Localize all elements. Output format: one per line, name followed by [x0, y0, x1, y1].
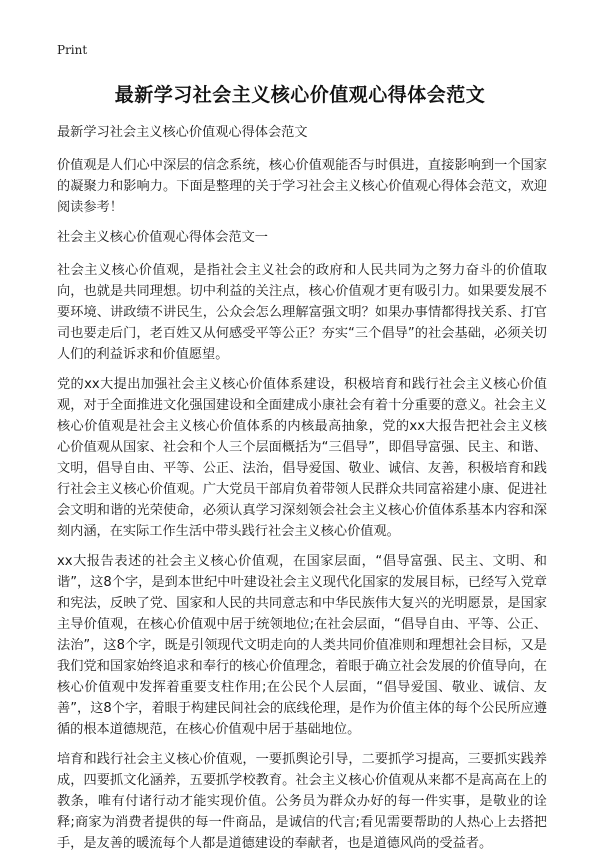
- body-paragraph: 社会主义核心价值观，是指社会主义社会的政府和人民共同为之努力奋斗的价值取向，也就是共同理想。切中利益的关注点，核心价值观才更有吸引力。如果要发展不要环境、讲政绩不讲民生，公众会怎么理解富强文明？如果办事情都得找关系、打官司也要走后门，老百姓又从何感受平等公正？夯实“三个倡导”的社会基础，必须关切人们的利益诉求和价值愿望。: [57, 263, 547, 362]
- section-heading: 社会主义核心价值观心得体会范文一: [57, 230, 268, 245]
- body-paragraph: 党的xx大提出加强社会主义核心价值体系建设，积极培育和践行社会主义核心价值观，对于全面推进文化强国建设和全面建成小康社会有着十分重要的意义。社会主义核心价值观是社会主义核心价值体系的内核最高抽象，党的xx大报告把社会主义核心价值观从国家、社会和个人三个层面概括为“三倡导”，即倡导富强、民主、和谐、文明，倡导自由、平等、公正、法治，倡导爱国、敬业、诚信、友善，积极培育和践行社会主义核心价值观。广大党员干部肩负着带领人民群众共同富裕建小康、促进社会文明和谐的光荣使命，必须认真学习深刻领会社会主义核心价值体系基本内容和深刻内涵，在实际工作生活中带头践行社会主义核心价值观。: [57, 377, 547, 539]
- body-paragraph: xx大报告表述的社会主义核心价值观，在国家层面，“倡导富强、民主、文明、和谐”，这8个字，是到本世纪中叶建设社会主义现代化国家的发展目标，已经写入党章和宪法，反映了党、国家和人民的共同意志和中华民族伟大复兴的光明愿景，是国家主导价值观，在核心价值观中居于统领地位;在社会层面，“倡导自由、平等、公正、法治”，这8个字，既是引领现代文明走向的人类共同价值准则和理想社会目标，又是我们党和国家始终追求和奉行的核心价值理念，着眼于确立社会发展的价值导向，在核心价值观中发挥着重要支柱作用;在公民个人层面，“倡导爱国、敬业、诚信、友善”，这8个字，着眼于构建民间社会的底线伦理，是作为价值主体的每个公民所应遵循的根本道德规范，在核心价值观中居于基础地位。: [57, 554, 547, 737]
- document-subtitle: 最新学习社会主义核心价值观心得体会范文: [57, 125, 308, 140]
- body-paragraph: 培育和践行社会主义核心价值观，一要抓舆论引导，二要抓学习提高，三要抓实践养成，四要抓文化涵养，五要抓学校教育。社会主义核心价值观从来都不是高高在上的教条，唯有付诸行动才能实现价值。公务员为群众办好的每一件实事，是敬业的诠释;商家为消费者提供的每一件商品，是诚信的代言;看见需要帮助的人热心上去搭把手，是友善的暖流每个人都是道德建设的奉献者，也是道德风尚的受益者。: [57, 752, 547, 851]
- document-title: 最新学习社会主义核心价值观心得体会范文: [114, 84, 486, 106]
- print-link[interactable]: Print: [57, 43, 88, 57]
- intro-paragraph: 价值观是人们心中深层的信念系统，核心价值观能否与时俱进，直接影响到一个国家的凝聚力和影响力。下面是整理的关于学习社会主义核心价值观心得体会范文，欢迎阅读参考！: [57, 158, 547, 215]
- document-body: [57, 122, 547, 863]
